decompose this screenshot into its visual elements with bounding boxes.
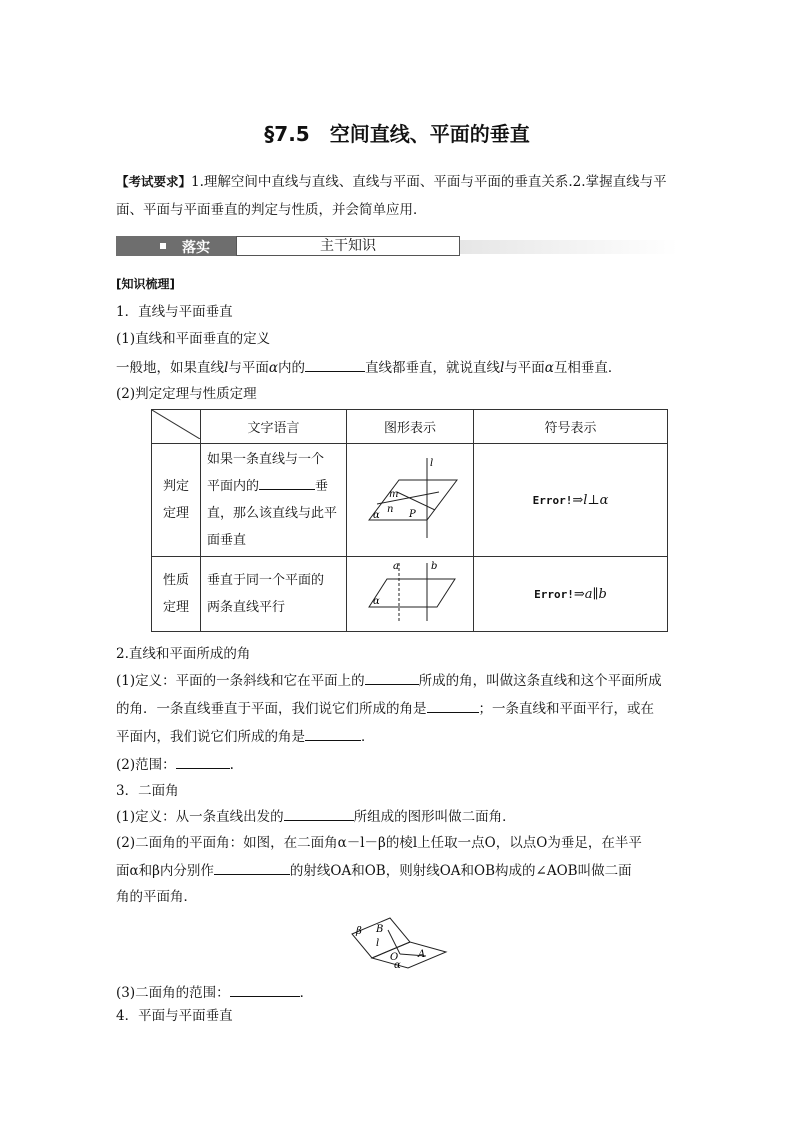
s2-para-3: 平面内，我们说它们所成的角是 ．: [116, 726, 375, 747]
svg-text:a: a: [393, 561, 399, 572]
svg-text:α: α: [394, 960, 401, 970]
exam-requirements-line-1: [116, 172, 667, 192]
s1-definition: 一般地，如果直线l与平面α内的 直线都垂直，就说直线l与平面α互相垂直．: [116, 357, 621, 378]
square-bullet-icon: [160, 243, 166, 249]
exam-requirements-tag: 【考试要求】: [116, 174, 192, 189]
s2-para-1: (1)定义：平面的一条斜线和它在平面上的 所成的角，叫做这条直线和这个平面所成: [116, 670, 662, 691]
banner-left-label: 落实: [182, 240, 210, 256]
s1-sub1: (1)直线和平面垂直的定义: [116, 331, 271, 347]
diagonal-line-icon: [152, 410, 200, 439]
s2-range: (2)范围： .: [116, 754, 234, 775]
svg-text:l: l: [430, 458, 434, 469]
svg-text:α: α: [373, 596, 380, 607]
svg-text:m: m: [389, 489, 399, 500]
s4-heading: 4．平面与平面垂直: [116, 1008, 233, 1024]
svg-text:α: α: [373, 510, 380, 521]
dihedral-angle-figure: [346, 910, 450, 970]
row-property-text: 垂直于同一个平面的 两条直线平行: [201, 557, 347, 632]
row-judgment-text: 如果一条直线与一个 平面内的 垂 直，那么该直线与此平 面垂直: [201, 444, 347, 557]
svg-text:n: n: [387, 504, 394, 515]
corner-cell: [152, 410, 201, 444]
header-symbol: 符号表示: [474, 410, 668, 444]
answer-blank[interactable]: [365, 670, 419, 685]
answer-blank[interactable]: [305, 726, 361, 741]
svg-text:A: A: [418, 949, 426, 960]
banner-right-label: 主干知识: [236, 236, 460, 256]
knowledge-header: [知识梳理]: [116, 277, 175, 291]
svg-text:b: b: [431, 561, 438, 572]
header-figure: 图形表示: [347, 410, 474, 444]
s1-heading: 1．直线与平面垂直: [116, 304, 233, 320]
row-judgment-name: 判定 定理: [152, 444, 201, 557]
answer-blank[interactable]: [427, 698, 479, 713]
answer-blank[interactable]: [284, 806, 354, 821]
row-judgment-figure: [347, 444, 474, 557]
s3-heading: 3．二面角: [116, 783, 179, 799]
svg-text:O: O: [390, 952, 399, 963]
row-property-figure: [347, 557, 474, 632]
exam-requirements-line-2: 面、平面与平面垂直的判定与性质，并会简单应用．: [116, 202, 427, 218]
svg-text:P: P: [409, 509, 416, 520]
header-text-language: 文字语言: [201, 410, 347, 444]
parallel-lines-plane-figure: [347, 557, 473, 627]
s1-sub2: (2)判定定理与性质定理: [116, 386, 257, 402]
answer-blank[interactable]: [259, 475, 315, 490]
theorem-table: [151, 409, 668, 632]
answer-blank[interactable]: [305, 357, 365, 372]
s3-para-1: (2)二面角的平面角：如图，在二面角α－l－β的棱l上任取一点O，以点O为垂足，在半平: [116, 835, 642, 851]
s3-definition: (1)定义：从一条直线出发的 所组成的图形叫做二面角．: [116, 806, 516, 827]
answer-blank[interactable]: [176, 754, 230, 769]
line-perpendicular-plane-figure: [347, 444, 473, 552]
s2-heading: 2.直线和平面所成的角: [116, 646, 251, 662]
svg-text:β: β: [356, 926, 362, 937]
s3-para-3: 角的平面角．: [116, 889, 197, 905]
s3-para-2: 面α和β内分别作 的射线OA和OB，则射线OA和OB构成的∠AOB叫做二面: [116, 860, 632, 881]
page-title: §7.5 空间直线、平面的垂直: [264, 122, 530, 146]
banner-dark-bar: [116, 236, 236, 256]
svg-text:B: B: [376, 924, 384, 935]
answer-blank[interactable]: [214, 860, 290, 875]
row-property-symbol: Error!⇒a∥b: [474, 557, 668, 632]
answer-blank[interactable]: [230, 982, 300, 997]
row-judgment-symbol: Error!⇒l⊥α: [474, 444, 668, 557]
row-property-name: 性质 定理: [152, 557, 201, 632]
s2-para-2: 的角．一条直线垂直于平面，我们说它们所成的角是 ；一条直线和平面平行，或在: [116, 698, 654, 719]
s3-range: (3)二面角的范围： ．: [116, 982, 313, 1003]
svg-text:l: l: [376, 938, 380, 949]
exam-requirements-text-1: 1.理解空间中直线与直线、直线与平面、平面与平面的垂直关系.2.掌握直线与平: [191, 174, 667, 190]
section-banner: [116, 236, 678, 258]
